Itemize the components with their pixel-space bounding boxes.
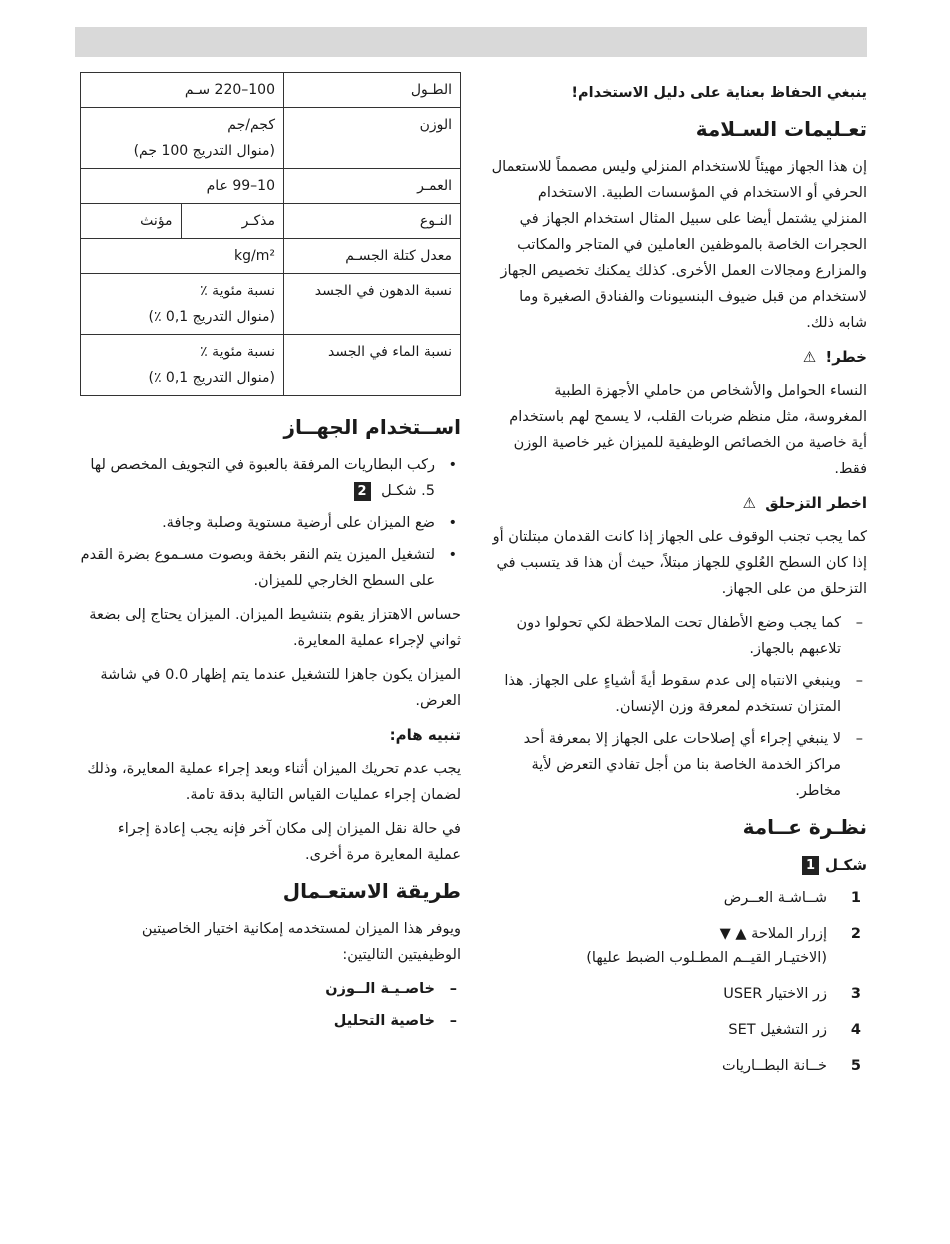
ready-text: الميزان يكون جاهزا للتشغيل عندما يتم إظهار 0.0 في شاشة العرض.: [100, 667, 461, 709]
figure-number-badge: 2: [354, 482, 371, 501]
method-heading: طريقة الاستعـمال: [282, 879, 461, 903]
legend-item: 1 شــاشـة العــرض: [723, 890, 861, 906]
figure-caption: [490, 852, 867, 878]
table-row: نسبة الماء في الجسد نسبة مئوية ٪ (منوال التدريج 0,1 ٪): [81, 335, 461, 396]
table-row: النـوع مذكـر مؤنث: [81, 204, 461, 239]
table-row: نسبة الدهون في الجسد نسبة مئوية ٪ (منوال التدريج 0,1 ٪): [81, 274, 461, 335]
table-row: الوزن كجم/جم (منوال التدريج 100 جم): [81, 108, 461, 169]
list-item: – كما يجب وضع الأطفال تحت الملاحظة لكي تحولوا دون تلاعبهم بالجهاز.: [516, 615, 863, 657]
intro-text: ينبغي الحفاظ بعناية على دليل الاستخدام!: [571, 85, 867, 101]
legend-item: 5 خــانة البطــاريات: [721, 1058, 861, 1074]
overview-heading: نظـرة عــامة: [742, 815, 867, 839]
list-item: • لتشغيل الميزن يتم النقر بخفة وبصوت مسـموع بضرة القدم على السطح الخارجي للميزان.: [80, 547, 457, 589]
right-column: [490, 80, 867, 1090]
slip-heading: [490, 490, 867, 516]
function-list: [80, 976, 461, 1034]
danger-text: النساء الحوامل والأشخاص من حاملي الأجهزة الطبية المغروسة، مثل منظم ضربات القلب، لا يسمح لهم باستخدام أية خاصية من الخصائص الوظيفية للميزان غير خاصية الوزن فقط.: [509, 383, 867, 477]
warning-triangle-icon: ⚠: [742, 494, 756, 512]
bullet-list: [80, 452, 461, 594]
legend-list: [490, 886, 867, 1078]
safety-heading: تعـليمات السـلامة: [695, 117, 867, 141]
danger-heading: [490, 344, 867, 370]
table-row: الطـول 100–220 سـم: [81, 73, 461, 108]
table-row: معدل كتلة الجسـم kg/m²: [81, 239, 461, 274]
notice-heading: تنبيه هام:: [389, 726, 461, 744]
header-bar: [75, 27, 867, 57]
list-item: – خاصية التحليل: [333, 1013, 457, 1029]
list-item: – وينبغي الانتباه إلى عدم سقوط أيةَ أشياءٍ على الجهاز. هذا المتزان تستخدم لمعرفة وزن الإنسان.: [504, 673, 863, 715]
safety-text: إن هذا الجهاز مهيئاً للاستخدام المنزلي وليس مصمماً للاستعمال الحرفي أو الاستخدام في المؤسسات الطبية. الاستخدام المنزلي يشتمل أيضا على سبيل المثال استخدام الجهاز في الحجرات الخاصة بالموظفين العاملين في المتاجر والمكاتب والمزارع ومجالات العمل الأخرى. كذلك يمكنك تخصيص الجهاز لاستخدام من قبل ضيوف البنسيونات والفنادق الصغيرة وما شابه ذلك.: [491, 159, 867, 331]
slip-text: كما يجب تجنب الوقوف على الجهاز إذا كانت القدمان مبتلتان أو إذا كان السطح العُلوي للجهاز مبتلاً، حيث أن هذا قد يتسبب في التزحلق من على الجهاز.: [492, 529, 867, 597]
dash-list: [490, 610, 867, 804]
sensor-text: حساس الاهتزاز يقوم بتنشيط الميزان. الميزان يحتاج إلى بضعة ثواني لإجراء عملية المعايرة.: [89, 607, 461, 649]
slip-title: اخطر التزحلق: [765, 494, 867, 512]
table-row: العمـر 10–99 عام: [81, 169, 461, 204]
legend-item: 2 إزرار الملاحة ▲ ▼ (الاختيـار القيــم المطـلوب الضبط عليها): [586, 926, 861, 966]
list-item: • ركب البطاريات المرفقة بالعبوة في التجويف المخصص لها 5. شكـل 2: [90, 457, 457, 499]
list-item: • ضع الميزان على أرضية مستوية وصلبة وجافة.: [162, 515, 457, 531]
list-item: – خاصـيـة الــوزن: [325, 981, 457, 997]
legend-item: 3 زر الاختيار USER: [723, 986, 861, 1002]
danger-title: خطر!: [825, 348, 867, 366]
spec-table: [80, 72, 461, 396]
list-item: – لا ينبغي إجراء أي إصلاحات على الجهاز إلا بمعرفة أحد مراكز الخدمة الخاصة بنا من أجل تفادي التعرض لأية مخاطر.: [523, 731, 863, 799]
notice-text: يجب عدم تحريك الميزان أثناء وبعد إجراء عملية المعايرة، وذلك لضمان إجراء عمليات القياس التالية بدقة تامة.: [87, 761, 461, 803]
method-text: ويوفر هذا الميزان لمستخدمه إمكانية اختيار الخاصيتين الوظيفيتين التاليتين:: [141, 921, 461, 963]
figure-label: شكـل: [825, 856, 867, 874]
move-text: في حالة نقل الميزان إلى مكان آخر فإنه يجب إعادة إجراء عملية المعايرة مرة أخرى.: [117, 821, 461, 863]
usage-heading: اســتخدام الجهــاز: [283, 415, 461, 439]
left-column: [80, 72, 461, 1042]
figure-number-badge: 1: [802, 856, 819, 875]
legend-item: 4 زر التشغيل SET: [728, 1022, 861, 1038]
warning-triangle-icon: ⚠: [802, 348, 817, 366]
